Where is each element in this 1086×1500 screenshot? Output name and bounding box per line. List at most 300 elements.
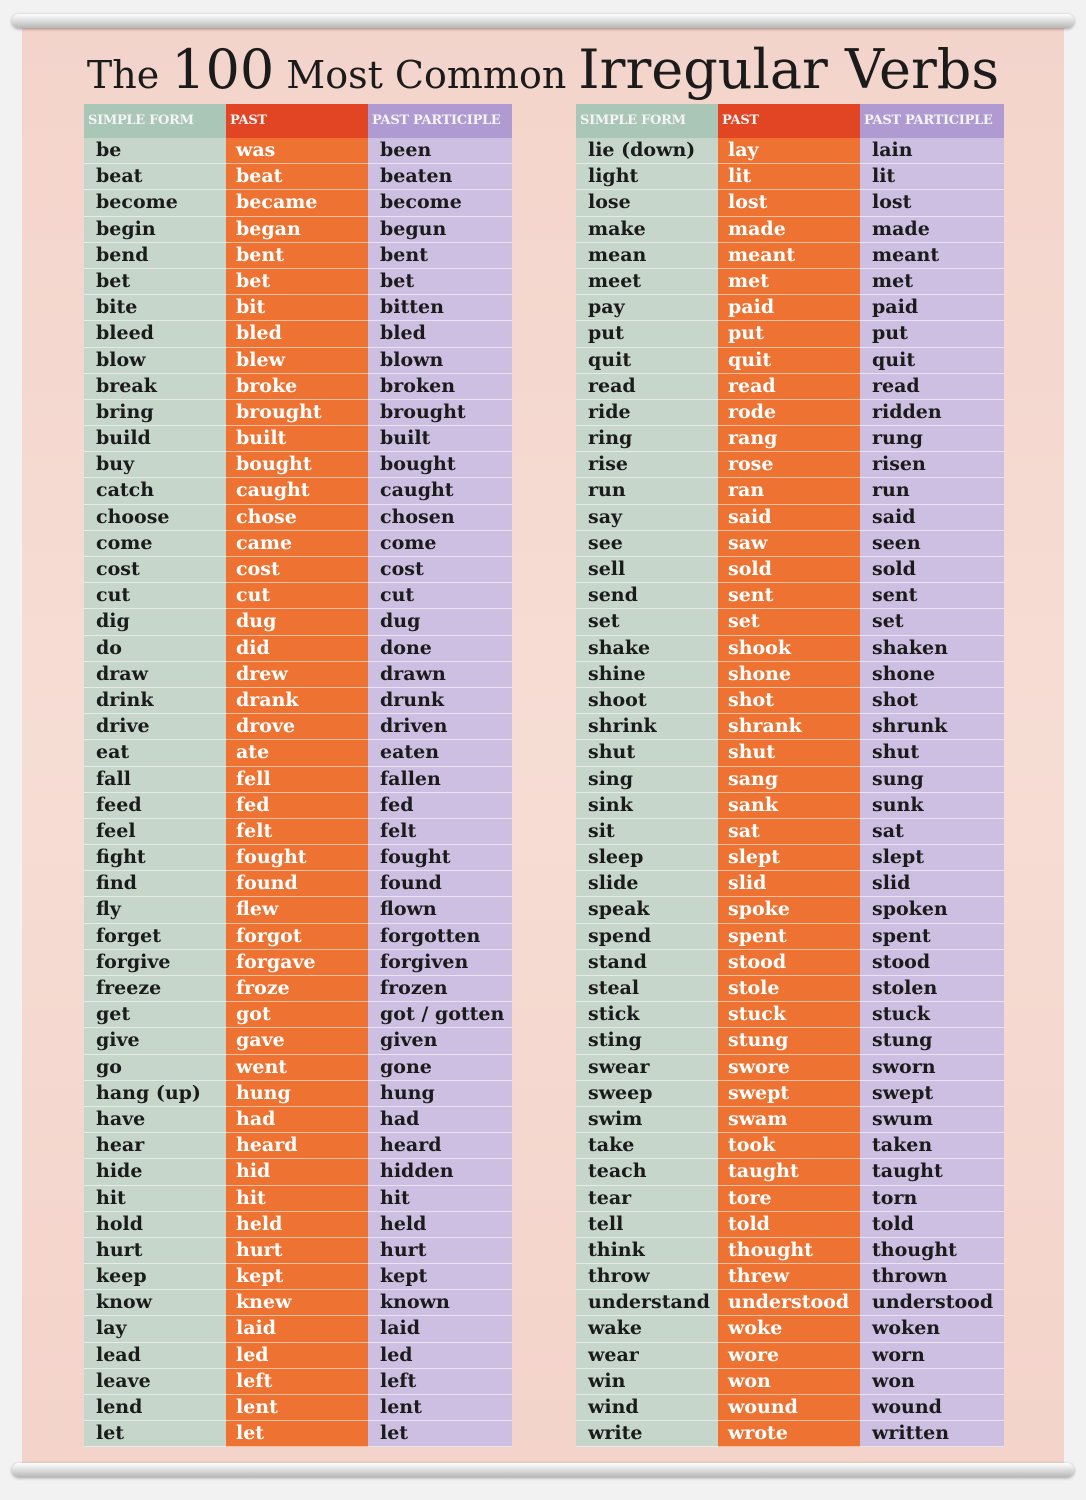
table-row <box>576 478 1004 504</box>
past-participle-cell: fought <box>368 845 512 871</box>
past-participle-cell: worn <box>860 1343 1004 1369</box>
past-participle-cell: hurt <box>368 1238 512 1264</box>
table-row <box>84 243 512 269</box>
table-row <box>84 1081 512 1107</box>
simple-form-cell: set <box>576 609 718 635</box>
past-cell: made <box>718 217 860 243</box>
simple-form-cell: hold <box>84 1212 226 1238</box>
table-row <box>576 1002 1004 1028</box>
past-participle-cell: broken <box>368 374 512 400</box>
past-participle-cell: held <box>368 1212 512 1238</box>
simple-form-cell: drive <box>84 714 226 740</box>
past-participle-cell: bought <box>368 452 512 478</box>
table-row <box>576 897 1004 923</box>
table-row <box>84 1212 512 1238</box>
simple-form-cell: mean <box>576 243 718 269</box>
simple-form-cell: blow <box>84 348 226 374</box>
table-row <box>84 636 512 662</box>
past-cell: built <box>226 426 368 452</box>
table-row <box>576 1264 1004 1290</box>
table-row <box>84 348 512 374</box>
table-row <box>576 950 1004 976</box>
past-participle-cell: made <box>860 217 1004 243</box>
table-row <box>84 1290 512 1316</box>
past-cell: shone <box>718 662 860 688</box>
table-row <box>84 976 512 1002</box>
table-row <box>84 426 512 452</box>
simple-form-cell: leave <box>84 1369 226 1395</box>
simple-form-cell: send <box>576 583 718 609</box>
past-cell: held <box>226 1212 368 1238</box>
past-cell: shook <box>718 636 860 662</box>
past-participle-cell: stood <box>860 950 1004 976</box>
table-row <box>84 1343 512 1369</box>
table-row <box>84 1028 512 1054</box>
table-row <box>576 557 1004 583</box>
table-row <box>84 1186 512 1212</box>
simple-form-cell: bet <box>84 269 226 295</box>
past-cell: threw <box>718 1264 860 1290</box>
past-cell: knew <box>226 1290 368 1316</box>
past-cell: told <box>718 1212 860 1238</box>
simple-form-cell: hear <box>84 1133 226 1159</box>
title-number: 100 <box>171 38 275 101</box>
past-cell: hung <box>226 1081 368 1107</box>
simple-form-cell: build <box>84 426 226 452</box>
past-cell: swam <box>718 1107 860 1133</box>
past-participle-cell: forgiven <box>368 950 512 976</box>
table-row <box>576 138 1004 164</box>
past-cell: lit <box>718 164 860 190</box>
past-cell: set <box>718 609 860 635</box>
table-row <box>576 1107 1004 1133</box>
past-participle-cell: rung <box>860 426 1004 452</box>
simple-form-cell: spend <box>576 924 718 950</box>
past-cell: slid <box>718 871 860 897</box>
table-row <box>84 452 512 478</box>
simple-form-cell: lose <box>576 190 718 216</box>
simple-form-cell: hurt <box>84 1238 226 1264</box>
table-row <box>576 1159 1004 1185</box>
past-participle-cell: kept <box>368 1264 512 1290</box>
table-row <box>576 505 1004 531</box>
past-cell: dug <box>226 609 368 635</box>
past-cell: put <box>718 321 860 347</box>
past-participle-cell: meant <box>860 243 1004 269</box>
table-row <box>84 767 512 793</box>
simple-form-cell: bring <box>84 400 226 426</box>
simple-form-cell: come <box>84 531 226 557</box>
past-cell: rose <box>718 452 860 478</box>
simple-form-cell: feed <box>84 793 226 819</box>
past-participle-cell: gone <box>368 1055 512 1081</box>
past-participle-cell: lost <box>860 190 1004 216</box>
table-row <box>576 583 1004 609</box>
table-row <box>84 1055 512 1081</box>
past-cell: became <box>226 190 368 216</box>
past-participle-cell: shut <box>860 740 1004 766</box>
past-participle-cell: met <box>860 269 1004 295</box>
simple-form-cell: eat <box>84 740 226 766</box>
table-row <box>576 1316 1004 1342</box>
simple-form-cell: ring <box>576 426 718 452</box>
past-participle-cell: stung <box>860 1028 1004 1054</box>
past-cell: read <box>718 374 860 400</box>
simple-form-cell: rise <box>576 452 718 478</box>
table-row <box>84 531 512 557</box>
past-participle-cell: chosen <box>368 505 512 531</box>
past-cell: kept <box>226 1264 368 1290</box>
table-row <box>84 1421 512 1447</box>
simple-form-cell: run <box>576 478 718 504</box>
past-cell: saw <box>718 531 860 557</box>
header-simple-form: SIMPLE FORM <box>84 104 226 138</box>
header-past: PAST <box>226 104 368 138</box>
past-cell: beat <box>226 164 368 190</box>
simple-form-cell: win <box>576 1369 718 1395</box>
table-row <box>576 636 1004 662</box>
past-cell: bought <box>226 452 368 478</box>
past-participle-cell: heard <box>368 1133 512 1159</box>
simple-form-cell: stand <box>576 950 718 976</box>
past-participle-cell: thrown <box>860 1264 1004 1290</box>
simple-form-cell: lay <box>84 1316 226 1342</box>
simple-form-cell: steal <box>576 976 718 1002</box>
past-cell: bet <box>226 269 368 295</box>
table-row <box>84 321 512 347</box>
past-participle-cell: swept <box>860 1081 1004 1107</box>
past-participle-cell: found <box>368 871 512 897</box>
simple-form-cell: stick <box>576 1002 718 1028</box>
table-row <box>576 1212 1004 1238</box>
table-header <box>576 104 1004 138</box>
past-participle-cell: got / gotten <box>368 1002 512 1028</box>
simple-form-cell: lead <box>84 1343 226 1369</box>
simple-form-cell: think <box>576 1238 718 1264</box>
past-participle-cell: forgotten <box>368 924 512 950</box>
verb-table-right <box>576 104 1004 1447</box>
table-row <box>576 845 1004 871</box>
past-cell: bent <box>226 243 368 269</box>
past-participle-cell: shot <box>860 688 1004 714</box>
simple-form-cell: shut <box>576 740 718 766</box>
simple-form-cell: swim <box>576 1107 718 1133</box>
past-cell: rode <box>718 400 860 426</box>
simple-form-cell: sing <box>576 767 718 793</box>
past-cell: broke <box>226 374 368 400</box>
simple-form-cell: write <box>576 1421 718 1447</box>
past-cell: cut <box>226 583 368 609</box>
simple-form-cell: know <box>84 1290 226 1316</box>
table-row <box>84 793 512 819</box>
past-participle-cell: ridden <box>860 400 1004 426</box>
past-cell: wore <box>718 1343 860 1369</box>
table-row <box>576 793 1004 819</box>
table-row <box>576 400 1004 426</box>
table-row <box>84 478 512 504</box>
simple-form-cell: sting <box>576 1028 718 1054</box>
table-row <box>576 740 1004 766</box>
bottom-hanger-rod <box>12 1463 1074 1477</box>
past-participle-cell: sunk <box>860 793 1004 819</box>
past-participle-cell: told <box>860 1212 1004 1238</box>
past-participle-cell: caught <box>368 478 512 504</box>
past-cell: sank <box>718 793 860 819</box>
table-row <box>84 1133 512 1159</box>
past-cell: bit <box>226 295 368 321</box>
simple-form-cell: forget <box>84 924 226 950</box>
past-participle-cell: brought <box>368 400 512 426</box>
past-participle-cell: felt <box>368 819 512 845</box>
past-cell: hurt <box>226 1238 368 1264</box>
past-cell: stuck <box>718 1002 860 1028</box>
simple-form-cell: break <box>84 374 226 400</box>
past-cell: felt <box>226 819 368 845</box>
past-participle-cell: bitten <box>368 295 512 321</box>
past-participle-cell: wound <box>860 1395 1004 1421</box>
past-participle-cell: stuck <box>860 1002 1004 1028</box>
simple-form-cell: hide <box>84 1159 226 1185</box>
past-participle-cell: paid <box>860 295 1004 321</box>
past-participle-cell: hung <box>368 1081 512 1107</box>
past-participle-cell: cost <box>368 557 512 583</box>
past-cell: let <box>226 1421 368 1447</box>
simple-form-cell: speak <box>576 897 718 923</box>
table-row <box>576 1343 1004 1369</box>
past-cell: stole <box>718 976 860 1002</box>
table-row <box>576 1290 1004 1316</box>
past-cell: shut <box>718 740 860 766</box>
past-participle-cell: shaken <box>860 636 1004 662</box>
simple-form-cell: lie (down) <box>576 138 718 164</box>
past-cell: fell <box>226 767 368 793</box>
past-cell: laid <box>226 1316 368 1342</box>
past-participle-cell: fed <box>368 793 512 819</box>
simple-form-cell: see <box>576 531 718 557</box>
past-cell: heard <box>226 1133 368 1159</box>
past-participle-cell: understood <box>860 1290 1004 1316</box>
table-row <box>84 400 512 426</box>
past-cell: caught <box>226 478 368 504</box>
past-cell: quit <box>718 348 860 374</box>
table-row <box>576 531 1004 557</box>
simple-form-cell: be <box>84 138 226 164</box>
past-participle-cell: driven <box>368 714 512 740</box>
table-row <box>84 269 512 295</box>
past-cell: sat <box>718 819 860 845</box>
title-main: Irregular Verbs <box>578 38 1000 101</box>
past-participle-cell: let <box>368 1421 512 1447</box>
simple-form-cell: fight <box>84 845 226 871</box>
past-participle-cell: sworn <box>860 1055 1004 1081</box>
table-row <box>84 740 512 766</box>
simple-form-cell: shoot <box>576 688 718 714</box>
simple-form-cell: wear <box>576 1343 718 1369</box>
past-participle-cell: lent <box>368 1395 512 1421</box>
table-row <box>576 1133 1004 1159</box>
past-cell: sang <box>718 767 860 793</box>
simple-form-cell: beat <box>84 164 226 190</box>
past-cell: did <box>226 636 368 662</box>
top-hanger-rod <box>12 14 1074 28</box>
past-cell: forgave <box>226 950 368 976</box>
past-cell: came <box>226 531 368 557</box>
past-participle-cell: lain <box>860 138 1004 164</box>
table-row <box>84 609 512 635</box>
past-participle-cell: shone <box>860 662 1004 688</box>
table-row <box>84 845 512 871</box>
past-participle-cell: quit <box>860 348 1004 374</box>
past-cell: had <box>226 1107 368 1133</box>
past-cell: swore <box>718 1055 860 1081</box>
past-cell: bled <box>226 321 368 347</box>
past-cell: slept <box>718 845 860 871</box>
past-cell: sold <box>718 557 860 583</box>
simple-form-cell: lend <box>84 1395 226 1421</box>
simple-form-cell: ride <box>576 400 718 426</box>
past-participle-cell: laid <box>368 1316 512 1342</box>
simple-form-cell: find <box>84 871 226 897</box>
past-participle-cell: led <box>368 1343 512 1369</box>
simple-form-cell: sink <box>576 793 718 819</box>
table-row <box>84 950 512 976</box>
table-row <box>84 1159 512 1185</box>
table-row <box>84 924 512 950</box>
past-cell: ran <box>718 478 860 504</box>
simple-form-cell: tell <box>576 1212 718 1238</box>
past-cell: forgot <box>226 924 368 950</box>
simple-form-cell: teach <box>576 1159 718 1185</box>
past-participle-cell: blown <box>368 348 512 374</box>
past-cell: thought <box>718 1238 860 1264</box>
past-cell: froze <box>226 976 368 1002</box>
past-cell: met <box>718 269 860 295</box>
table-row <box>576 426 1004 452</box>
past-cell: wound <box>718 1395 860 1421</box>
table-row <box>576 609 1004 635</box>
simple-form-cell: sweep <box>576 1081 718 1107</box>
simple-form-cell: swear <box>576 1055 718 1081</box>
past-cell: got <box>226 1002 368 1028</box>
past-participle-cell: said <box>860 505 1004 531</box>
table-row <box>84 374 512 400</box>
past-participle-cell: bled <box>368 321 512 347</box>
past-participle-cell: put <box>860 321 1004 347</box>
simple-form-cell: sit <box>576 819 718 845</box>
past-participle-cell: slid <box>860 871 1004 897</box>
past-participle-cell: taken <box>860 1133 1004 1159</box>
simple-form-cell: say <box>576 505 718 531</box>
table-row <box>84 688 512 714</box>
simple-form-cell: keep <box>84 1264 226 1290</box>
past-participle-cell: sung <box>860 767 1004 793</box>
past-participle-cell: won <box>860 1369 1004 1395</box>
table-row <box>84 505 512 531</box>
header-past-participle: PAST PARTICIPLE <box>860 104 1004 138</box>
simple-form-cell: cut <box>84 583 226 609</box>
past-cell: tore <box>718 1186 860 1212</box>
past-participle-cell: bet <box>368 269 512 295</box>
past-participle-cell: seen <box>860 531 1004 557</box>
simple-form-cell: fall <box>84 767 226 793</box>
simple-form-cell: shine <box>576 662 718 688</box>
simple-form-cell: shake <box>576 636 718 662</box>
past-participle-cell: thought <box>860 1238 1004 1264</box>
simple-form-cell: wind <box>576 1395 718 1421</box>
table-row <box>576 662 1004 688</box>
past-participle-cell: frozen <box>368 976 512 1002</box>
past-participle-cell: torn <box>860 1186 1004 1212</box>
past-participle-cell: taught <box>860 1159 1004 1185</box>
simple-form-cell: understand <box>576 1290 718 1316</box>
past-cell: sent <box>718 583 860 609</box>
table-row <box>84 295 512 321</box>
past-participle-cell: swum <box>860 1107 1004 1133</box>
simple-form-cell: let <box>84 1421 226 1447</box>
simple-form-cell: do <box>84 636 226 662</box>
past-cell: wrote <box>718 1421 860 1447</box>
past-cell: lost <box>718 190 860 216</box>
simple-form-cell: pay <box>576 295 718 321</box>
past-participle-cell: shrunk <box>860 714 1004 740</box>
table-row <box>84 1264 512 1290</box>
simple-form-cell: light <box>576 164 718 190</box>
past-cell: drew <box>226 662 368 688</box>
table-row <box>576 924 1004 950</box>
past-participle-cell: risen <box>860 452 1004 478</box>
table-body <box>576 138 1004 1447</box>
simple-form-cell: bite <box>84 295 226 321</box>
table-row <box>84 662 512 688</box>
past-participle-cell: set <box>860 609 1004 635</box>
past-participle-cell: read <box>860 374 1004 400</box>
past-participle-cell: come <box>368 531 512 557</box>
simple-form-cell: have <box>84 1107 226 1133</box>
past-cell: spoke <box>718 897 860 923</box>
table-row <box>84 138 512 164</box>
table-row <box>576 714 1004 740</box>
table-row <box>576 190 1004 216</box>
table-row <box>576 1369 1004 1395</box>
past-participle-cell: written <box>860 1421 1004 1447</box>
past-cell: understood <box>718 1290 860 1316</box>
table-row <box>576 321 1004 347</box>
table-row <box>576 269 1004 295</box>
past-cell: swept <box>718 1081 860 1107</box>
past-cell: drank <box>226 688 368 714</box>
table-row <box>576 1055 1004 1081</box>
past-cell: was <box>226 138 368 164</box>
table-row <box>576 871 1004 897</box>
simple-form-cell: quit <box>576 348 718 374</box>
past-participle-cell: dug <box>368 609 512 635</box>
simple-form-cell: sell <box>576 557 718 583</box>
past-participle-cell: beaten <box>368 164 512 190</box>
past-cell: said <box>718 505 860 531</box>
table-row <box>84 583 512 609</box>
simple-form-cell: choose <box>84 505 226 531</box>
simple-form-cell: wake <box>576 1316 718 1342</box>
simple-form-cell: cost <box>84 557 226 583</box>
past-participle-cell: fallen <box>368 767 512 793</box>
simple-form-cell: give <box>84 1028 226 1054</box>
past-cell: cost <box>226 557 368 583</box>
table-row <box>576 1186 1004 1212</box>
simple-form-cell: catch <box>84 478 226 504</box>
table-row <box>84 714 512 740</box>
past-cell: fought <box>226 845 368 871</box>
simple-form-cell: hang (up) <box>84 1081 226 1107</box>
